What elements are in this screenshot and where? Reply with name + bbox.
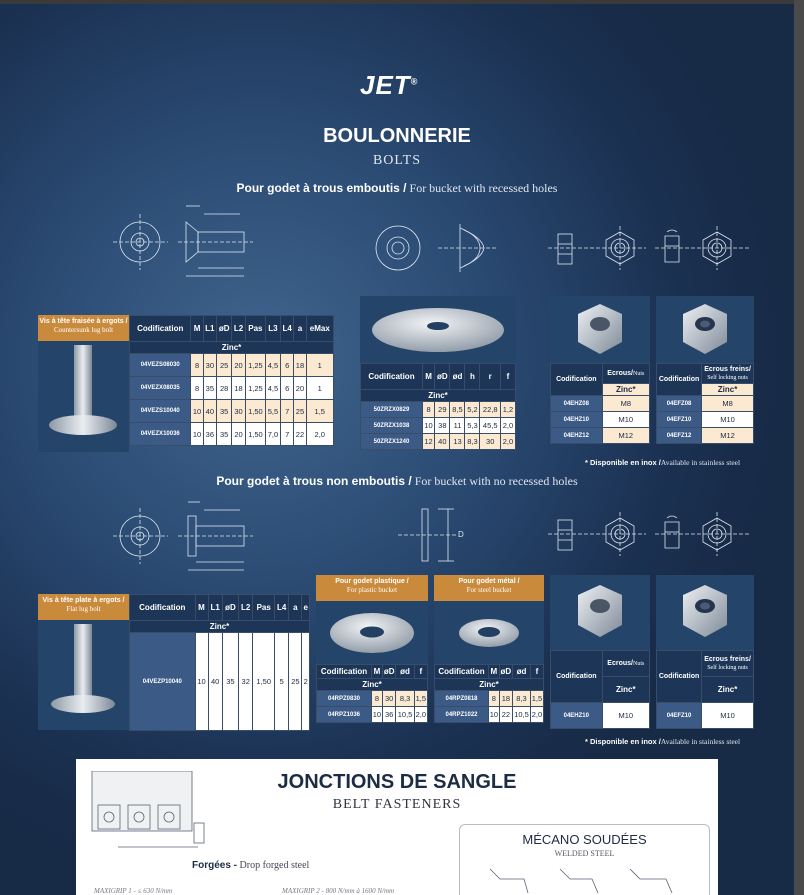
lock-nut-photo <box>656 296 754 363</box>
nut-drawing-icon <box>548 226 648 271</box>
plastic-washer-photo <box>316 601 428 664</box>
table-row: 04RPZ1022 10 22 10,5 2,0 <box>435 707 544 723</box>
flat-bolt-drawing-icon <box>108 492 258 582</box>
table-row: 04RPZ1036 10 36 10,5 2,0 <box>317 707 428 723</box>
section-recessed-title: Pour godet à trous emboutis / For bucket with recessed holes <box>236 181 558 195</box>
nut-table-2: Codification Ecrous/Nuts Zinc* 04EHZ10 M10 <box>550 650 650 729</box>
recessed-washer-photo <box>360 296 516 363</box>
right-border <box>794 0 804 895</box>
zinc-header: Zinc* <box>130 342 334 354</box>
table-row: 04EHZ12 M12 <box>551 428 650 444</box>
table-row: 50ZRZX1038 10 38 11 5,3 45,5 2,0 <box>361 418 516 434</box>
col-codification: Codification <box>130 316 191 342</box>
col-pas: Pas <box>245 316 265 342</box>
jet-logo: JET® <box>360 70 419 100</box>
welded-steel-box: MÉCANO SOUDÉES WELDED STEEL <box>459 824 710 895</box>
plastic-washer-table: Codification M øD ød f Zinc* 04RPZ0830 8 30 8,3 1,5 04RPZ1036 10 36 10,5 2,0 <box>316 664 428 723</box>
maxigrip-2-label: MAXIGRIP 2 - 800 N/mm à 1600 N/mm <box>282 887 395 895</box>
table-row: 04EHZ08 M8 <box>551 396 650 412</box>
lock-nut-drawing-icon-2 <box>655 512 755 557</box>
table-row: 04VEZP10040 10 40 35 32 1,50 5 25 2 <box>130 633 310 731</box>
col-l4: L4 <box>280 316 293 342</box>
belt-fasteners-panel <box>76 759 718 895</box>
nut-drawing-icon-2 <box>548 512 648 557</box>
col-l3: L3 <box>266 316 281 342</box>
table-row: 04RPZ0818 8 18 8,3 1,5 <box>435 691 544 707</box>
table-row: 04EFZ10 M10 <box>657 703 754 729</box>
maxigrip-1-label: MAXIGRIP 1 - ≤ 630 N/mm <box>94 887 173 895</box>
page-subtitle: BOLTS <box>372 153 422 168</box>
washer-side-drawing-icon <box>398 505 468 565</box>
col-l1: L1 <box>203 316 216 342</box>
table-row: 04EFZ08 M8 <box>657 396 754 412</box>
col-m: M <box>191 316 203 342</box>
table-row: 04VEZS08030 8 30 25 20 1,25 4,5 6 18 1 <box>130 354 334 377</box>
lock-nut-drawing-icon <box>655 226 755 271</box>
countersunk-bolt-drawing-icon <box>108 196 258 291</box>
table-row: 04RPZ0830 8 30 8,3 1,5 <box>317 691 428 707</box>
fasteners-title: JONCTIONS DE SANGLE <box>277 771 517 793</box>
table-row: 04VEZX08035 8 35 28 18 1,25 4,5 6 20 1 <box>130 377 334 400</box>
plastic-bucket-label: Pour godet plastique / For plastic bucket <box>316 575 428 601</box>
recessed-washer-drawing-icon <box>368 218 508 283</box>
lock-nut-photo-2 <box>656 575 754 650</box>
svg-text:D: D <box>458 530 464 539</box>
col-a: a <box>294 316 306 342</box>
steel-bucket-label: Pour godet métal / For steel bucket <box>434 575 544 601</box>
table-row: 04VEZS10040 10 40 35 30 1,50 5,5 7 25 1,5 <box>130 400 334 423</box>
top-border <box>0 0 804 4</box>
table-row: 50ZRZX1240 12 40 13 8,3 30 2,0 <box>361 434 516 450</box>
flat-bolt-photo <box>38 620 129 730</box>
col-emax: eMax <box>306 316 333 342</box>
flat-bolt-table: Codification M L1 øD L2 Pas L4 a e Zinc* 04VEZP10040 10 40 35 32 1,50 5 25 2 <box>129 594 310 731</box>
recessed-washer-table: Codification M øD ød h r f Zinc* 50ZRZX0829 8 29 8,5 5,2 22,8 1,2 50ZRZX1038 10 38 11 5,3 45,5 2,0 50ZRZX1240 12 40 13 8,3 30 2,0 <box>360 363 516 450</box>
countersunk-bolt-photo <box>38 341 129 452</box>
welded-fastener-icon <box>480 865 690 895</box>
page-title: BOULONNERIE <box>323 125 471 147</box>
table-row: 04EFZ10 M10 <box>657 412 754 428</box>
nuts-table: Codification Ecrous/Nuts Zinc* 04EHZ08 M8 04EHZ10 M10 04EHZ12 M12 <box>550 363 650 444</box>
stainless-note: * Disponible en inox /Available in stainless steel <box>585 458 741 467</box>
col-l2: L2 <box>232 316 245 342</box>
nut-photo <box>550 296 650 363</box>
col-od: øD <box>217 316 232 342</box>
steel-washer-table: Codification M øD ød f Zinc* 04RPZ0818 8 18 8,3 1,5 04RPZ1022 10 22 10,5 2,0 <box>434 664 544 723</box>
stainless-note-2: * Disponible en inox /Available in stainless steel <box>585 737 741 746</box>
nut-photo-2 <box>550 575 650 650</box>
table-row: 04VEZX10036 10 36 35 20 1,50 7,0 7 22 2,0 <box>130 423 334 446</box>
table-row: 04EHZ10 M10 <box>551 703 650 729</box>
fasteners-subtitle: BELT FASTENERS <box>332 797 462 812</box>
countersunk-bolt-label: Vis à tête fraisée à ergots / Countersunk lug bolt <box>38 315 129 341</box>
table-row: 04EFZ12 M12 <box>657 428 754 444</box>
forged-label: Forgées - Drop forged steel <box>192 860 310 871</box>
section-non-recessed-title: Pour godet à trous non emboutis / For bucket with no recessed holes <box>216 474 578 488</box>
countersunk-bolt-table <box>129 315 334 446</box>
table-row: 50ZRZX0829 8 29 8,5 5,2 22,8 1,2 <box>361 402 516 418</box>
flat-bolt-label: Vis à tête plate à ergots / Flat lug bolt <box>38 594 129 620</box>
table-row: 04EHZ10 M10 <box>551 412 650 428</box>
steel-washer-photo <box>434 601 544 664</box>
lock-nuts-table: Codification Ecrous freins/ Self locking nuts Zinc* 04EFZ08 M8 04EFZ10 M10 04EFZ12 M12 <box>656 363 754 444</box>
lock-nut-table-2: Codification Ecrous freins/ Self locking nuts Zinc* 04EFZ10 M10 <box>656 650 754 729</box>
